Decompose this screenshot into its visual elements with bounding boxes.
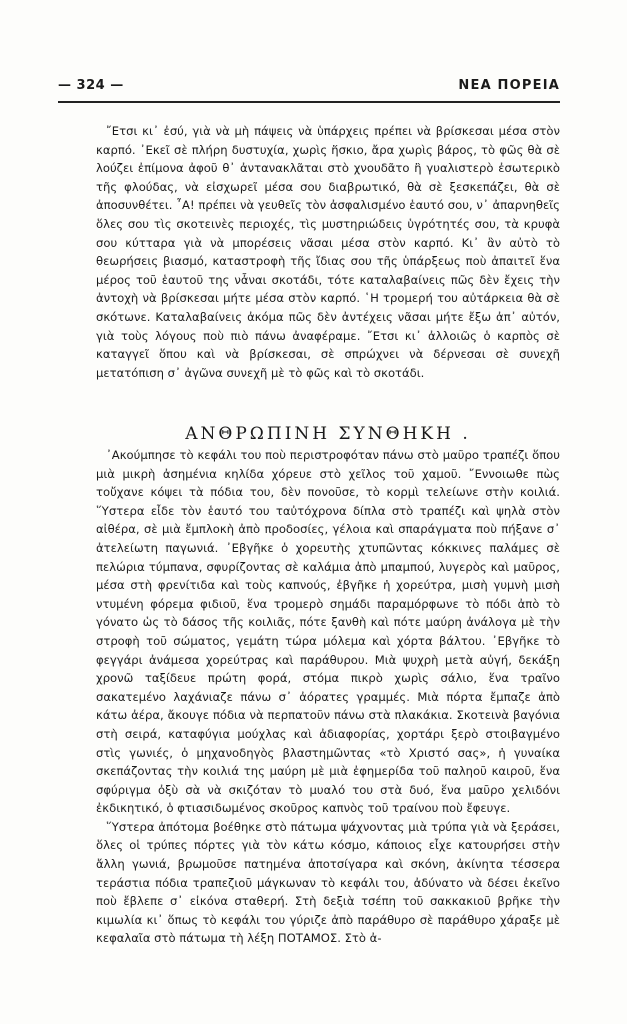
journal-title: ΝΕΑ ΠΟΡΕΙΑ [458,78,560,93]
running-header [58,78,560,98]
header-rule [58,101,560,103]
section-paragraph-1: ᾿Ακούμπησε τὸ κεφάλι του ποὺ περιστροφόταν πάνω στὸ μαῦρο τραπέζι ὅπου μιὰ μικρὴ ἀσημένια κηλίδα χόρευε στὸ χεῖλος τοῦ χαμοῦ. ῎Εννοιωθε πὼς τοὔχανε κόψει τὰ πόδια του, δὲν πονοῦσε, τὸ κορμὶ τελείωνε στὴν κοιλιά. ῞Υστερα εἶδε τὸν ἑαυτό του ταὐτόχρονα δίπλα στὸ τραπέζι καὶ ψηλὰ στὸν αἰθέρα, σὲ μιὰ ἔμπλοκὴ ἀπὸ προδοσίες, γέλοια καὶ σπαράγματα ποὺ πήξανε σ᾿ ἀτελείωτη παγωνιά. ᾿Εβγῆκε ὁ χορευτὴς χτυπῶντας κόκκινες παλάμες σὲ πελώρια τύμπανα, σφυρίζοντας σὲ καλάμια ἀπὸ μπαμπού, λυγερὸς καὶ μαῦρος, μέσα στὴ φρενίτιδα καὶ τοὺς καπνούς, ἐβγῆκε ἡ χορεύτρα, μισὴ γυμνὴ μισὴ ντυμένη φόρεμα φιδιοῦ, ἕνα τρομερὸ σημάδι παραμόρφωνε τὸ πόδι ἀπὸ τὸ γόνατο ὡς τὸ δάσος τῆς κοιλιᾶς, πότε ξανθὴ καὶ πότε μαύρη ἀνάλογα μὲ τὴν στροφὴ τοῦ σώματος, γεμάτη τώρα μόλεμα καὶ χόρτα βάλτου. ᾿Εβγῆκε τὸ φεγγάρι ἀνάμεσα χορεύτρας καὶ παράθυρου. Μιὰ ψυχρὴ μετὰ αὐγή, δεκάξη χρονῶ ταξίδευε πρώτη φορά, στόμα πικρὸ χωρὶς σάλιο, ἕνα τραῖνο σακατεμένο λαχάνιαζε πάνω σ᾿ ἀόρατες γραμμές. Μιὰ πόρτα ἔμπαζε ἀπὸ κάτω ἀέρα, ἄκουγε πόδια νὰ περπατοῦν πάνω στὰ πλακάκια. Σκοτεινὰ βαγόνια στὴ σειρά, καταφύγια μούχλας καὶ ἀδιαφορίας, χορτάρι ξερὸ στοιβαγμένο στὶς γωνιές, ὁ μηχανοδηγὸς βλαστημῶντας «τὸ Χριστό σας», ἡ γυναίκα σκεπάζοντας τὴν κοιλιά της μαύρη μὲ μιὰ ἐφημερίδα τοῦ παληοῦ καιροῦ, ἕνα σφύριγμα ὀξὺ σὰ νὰ σκιζόταν τὸ μυαλό του στὰ δυό, ἕνα μαῦρο χελιδόνι ἐκδικητικό, ὁ φτιασιδωμένος σκοῦρος καπνὸς τοῦ τραίνου ποὺ ἔφευγε. [96,448,560,816]
section-paragraph-2: ῞Υστερα ἀπότομα βοέθηκε στὸ πάτωμα ψάχνοντας μιὰ τρύπα γιὰ νὰ ξεράσει, ὅλες οἱ τρύπες πόρτες γιὰ τὸν κάτω κόσμο, κάποιος εἶχε κατουρήσει στὴν ἄλλη γωνιά, βρωμοῦσε πατημένα ἀποτσίγαρα καὶ σκόνη, ἀκίνητα τέσσερα τεράστια πόδια τραπεζιοῦ μάγκωναν τὸ κεφάλι του, ἀδύνατο νὰ δέσει ἐκεῖνο ποὺ ἔβλεπε σ᾿ εἰκόνα σταθερή. Στὴ δεξιὰ τσέπη τοῦ σακκακιοῦ βρῆκε τὴν κιμωλία κι᾿ ὅπως τὸ κεφάλι του γύριζε ἀπὸ παράθυρο σὲ παράθυρο χάραξε μὲ κεφαλαῖα στὸ πάτωμα τὴ λέξη ΠΟΤΑΜΟΣ. Στὸ ἀ- [96,819,560,946]
section-text-block [96,446,560,948]
intro-paragraph: ῎Ετσι κι᾿ ἐσύ, γιὰ νὰ μὴ πάψεις νὰ ὑπάρχεις πρέπει νὰ βρίσκεσαι μέσα στὸν καρπό. ᾿Εκεῖ σὲ πλήρη δυστυχία, χωρὶς ἥσκιο, ἄρα χωρὶς βάρος, τὸ φῶς θὰ σὲ λούζει ἐπίμονα ἀφοῦ θ᾿ ἀντανακλᾶται στὸ χνουδᾶτο ἢ γυαλιστερὸ ἐσωτερικὸ τῆς φλούδας, νὰ εἰσχωρεῖ μέσα σου διαβρωτικό, θὰ σὲ ξεσκεπάζει, θὰ σὲ ἀποσυνθέτει. ῏Α! πρέπει νὰ γευθεῖς τὸν ἀσφαλισμένο ἑαυτό σου, ν᾿ ἀπαρνηθεῖς ὅλες σου τὶς σκοτεινὲς περιοχές, τὶς μυστηριώδεις ὑγρότητές σου, τὰ κρυφὰ σου κύτταρα γιὰ νὰ μπορέσεις νᾶσαι μέσα στὸν καρπό. Κι᾿ ἂν αὐτὸ τὸ θεωρήσεις βιασμό, καταστροφὴ τῆς ἴδιας σου τῆς ὑπάρξεως ποὺ ἀπαιτεῖ ἕνα μέρος τοῦ ἑαυτοῦ της νἆναι σκοτάδι, τότε καταλαβαίνεις πῶς δὲν ἔχεις τὴν ἀντοχὴ νὰ βρίσκεσαι μήτε μέσα στὸν καρπό. ῾Η τρομερή του αὐτάρκεια θὰ σὲ σκότωνε. Καταλαβαίνεις ἀκόμα πῶς δὲν ἀντέχεις νᾶσαι μήτε ἔξω ἀπ᾿ αὐτόν, γιὰ τοὺς λόγους ποὺ πιὸ πάνω ἀναφέραμε. ῎Ετσι κι᾿ ἀλλοιῶς ὁ καρπὸς σὲ καταγγεῖ ὅπου καὶ νὰ βρίσκεσαι, σὲ σπρώχνει νὰ δέρνεσαι σὲ συνεχῆ μετατόπιση σ᾿ ἀγῶνα συνεχῆ μὲ τὸ φῶς καὶ τὸ σκοτάδι. [96,124,560,380]
page-number: — 324 — [58,78,124,93]
intro-text-block [96,122,560,382]
section-title: ΑΝΘΡΩΠΙΝΗ ΣΥΝΘΗΚΗ . [185,424,471,444]
